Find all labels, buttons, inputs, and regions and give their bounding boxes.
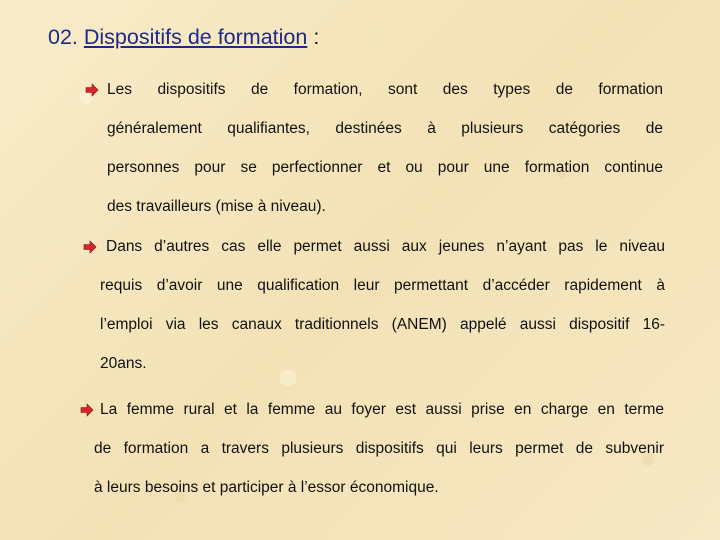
red-arrow-icon [83,240,97,254]
bullet-line: de formation a travers plusieurs dispositifs qui leurs permet de subvenir [94,440,664,457]
bullet-line: requis d’avoir une qualification leur permettant d’accéder rapidement à [100,277,665,294]
bullet-line: La femme rural et la femme au foyer est aussi prise en charge en terme [100,401,664,418]
bullet-item [94,390,664,507]
section-heading: Dispositifs de formation [83,25,308,49]
bullet-item [100,227,665,383]
title-colon: : [313,25,320,49]
bullet-line: à leurs besoins et participer à l’essor économique. [94,479,439,496]
bullet-line: généralement qualifiantes, destinées à plusieurs catégories de [107,120,663,137]
bullet-line: Dans d’autres cas elle permet aussi aux jeunes n’ayant pas le niveau [106,238,665,255]
bullet-line: personnes pour se perfectionner et ou pour une formation continue [107,159,663,176]
slide-title [48,25,319,50]
bullet-line: des travailleurs (mise à niveau). [107,198,326,215]
bullet-line: l’emploi via les canaux traditionnels (ANEM) appelé aussi dispositif 16- [100,316,665,333]
bullet-item [107,70,663,226]
red-arrow-icon [85,83,99,97]
bullet-line: 20ans. [100,355,147,372]
bullet-line: Les dispositifs de formation, sont des types de formation [107,81,663,98]
section-number: 02. [48,25,78,49]
red-arrow-icon [80,403,94,417]
